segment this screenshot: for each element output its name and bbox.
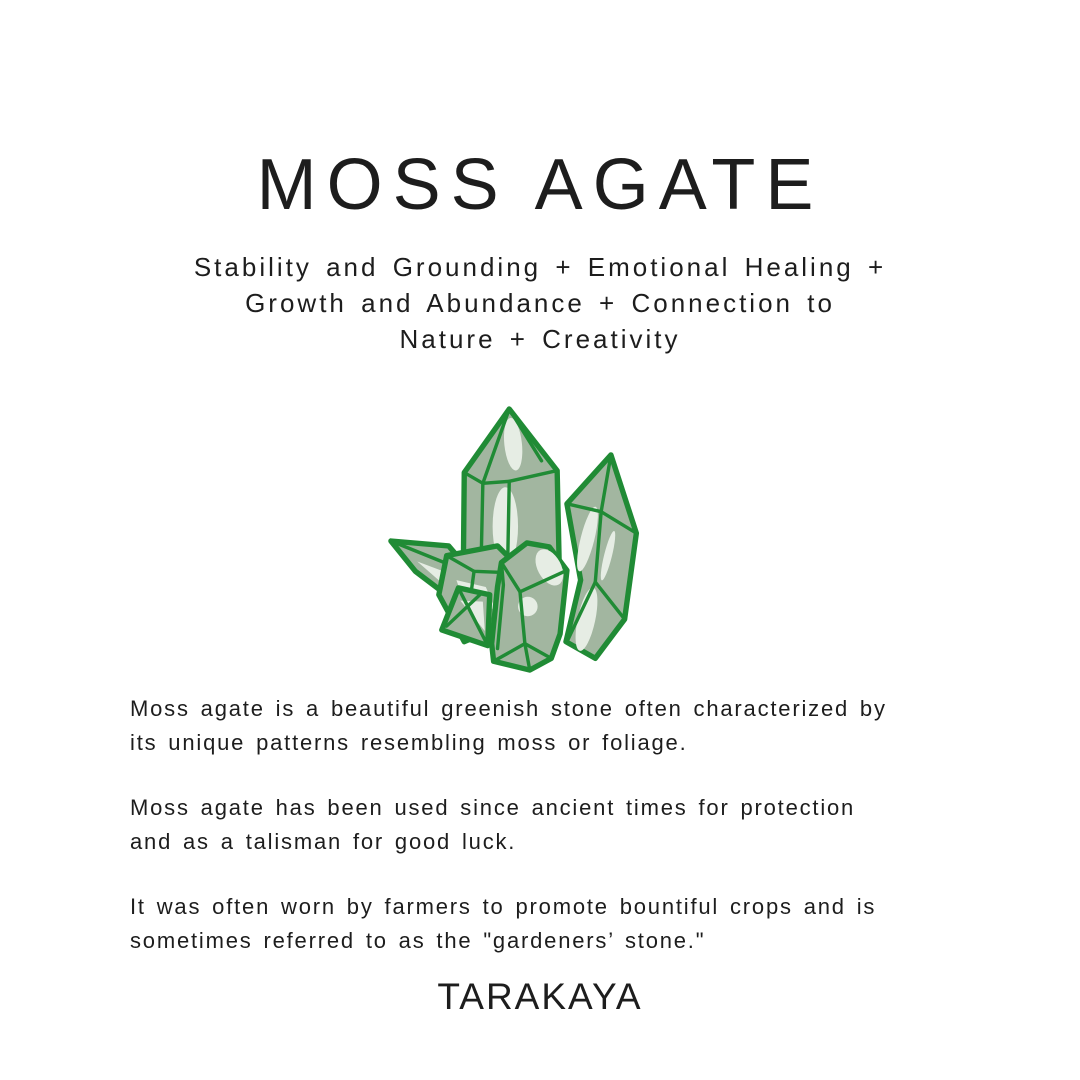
subtitle-line: Stability and Grounding + Emotional Healing +	[193, 252, 887, 282]
poster-body	[130, 692, 960, 989]
subtitle-line: Nature + Creativity	[399, 324, 681, 354]
crystal-cluster-illustration	[388, 398, 652, 684]
body-line: It was often worn by farmers to promote bountiful crops and is	[130, 894, 877, 919]
paragraph-1	[130, 692, 960, 760]
crystal-right	[566, 455, 636, 658]
body-line: and as a talisman for good luck.	[130, 829, 517, 854]
crystal-front	[492, 543, 569, 670]
poster-subtitle	[0, 249, 1080, 357]
paragraph-2	[130, 791, 960, 859]
brand-name: TARAKAYA	[437, 976, 643, 1017]
crystal-cluster-svg	[388, 398, 652, 684]
body-line: sometimes referred to as the "gardeners’ stone."	[130, 928, 706, 953]
body-line: Moss agate is a beautiful greenish stone often characterized by	[130, 696, 887, 721]
body-line: Moss agate has been used since ancient times for protection	[130, 795, 856, 820]
body-line: its unique patterns resembling moss or foliage.	[130, 730, 688, 755]
subtitle-line: Growth and Abundance + Connection to	[245, 288, 835, 318]
poster-title: MOSS AGATE	[256, 145, 824, 225]
paragraph-3	[130, 890, 960, 958]
